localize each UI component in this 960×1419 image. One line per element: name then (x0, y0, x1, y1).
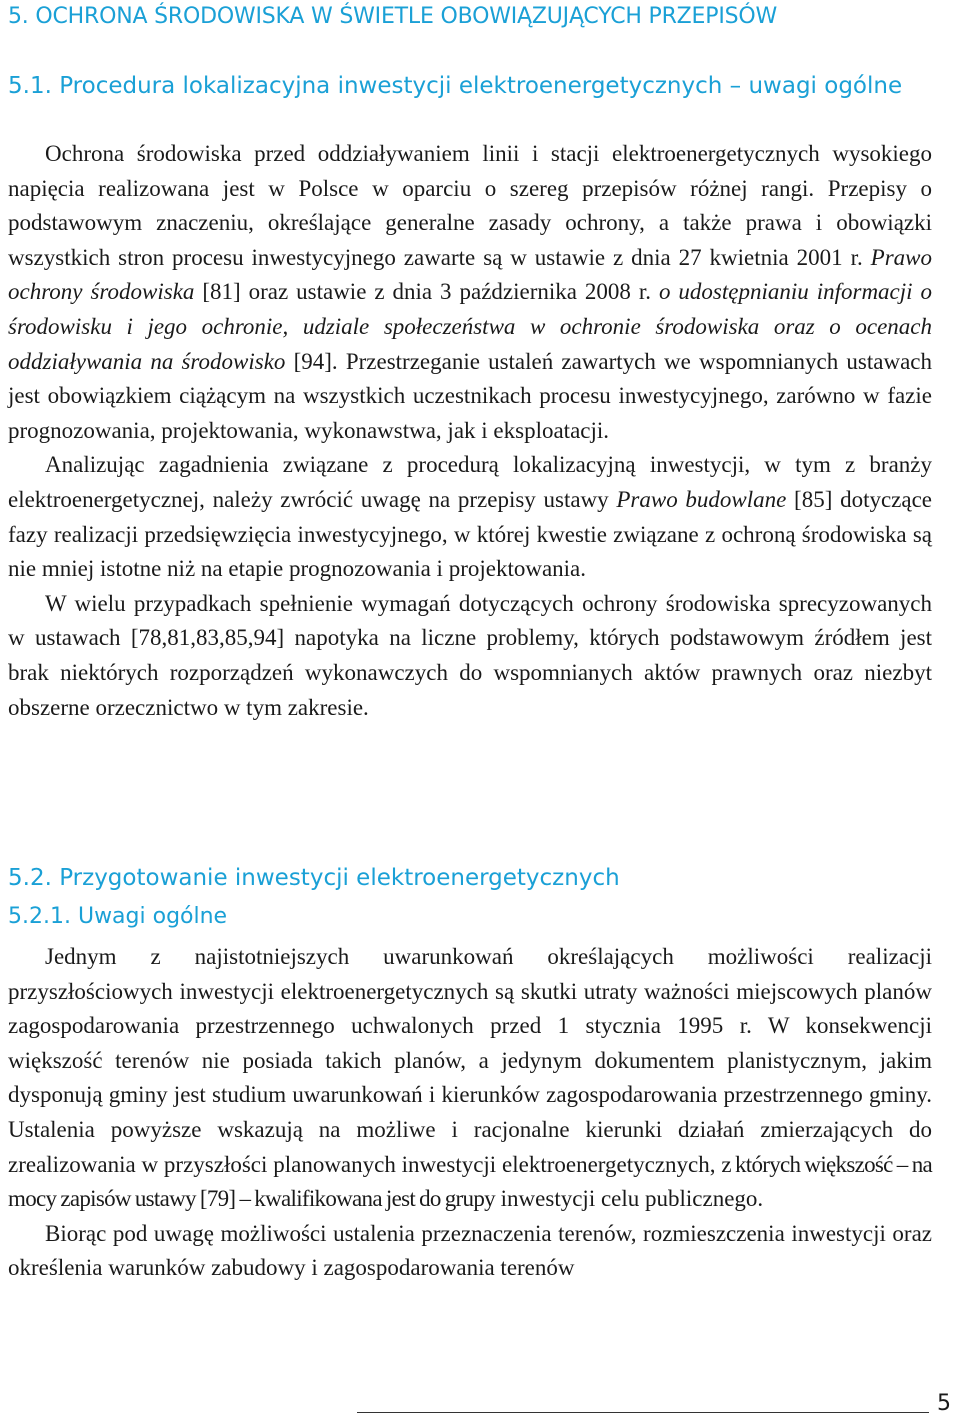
act-title: Prawo budowlane (616, 486, 787, 512)
text-run: inwestycji celu publicznego. (494, 1186, 764, 1212)
text-run: [85] dotyczące fazy realizacji przedsięwzięcia inwestycyjnego, w której kwestie związane z ochroną środowiska są nie mniej istotne niż na etapie prognozowania i projektowania. (8, 486, 933, 582)
paragraph (8, 137, 932, 448)
text-run: Analizując zagadnienia związane z procedurą lokalizacyjną inwestycji, w tym z branży elektroenergetycznej, należy zwrócić uwagę na przepisy ustawy (8, 452, 932, 512)
paragraph: W wielu przypadkach spełnienie wymagań dotyczących ochrony środowiska sprecyzowanych w ustawach [78,81,83,85,94] napotyka na liczne problemy, których podstawowym źródłem jest brak niektórych rozporządzeń wykonawczych do wspomnianych aktów prawnych oraz niezbyt obszerne orzecznictwo w tym zakresie. (8, 590, 932, 720)
chapter-title: 5. OCHRONA ŚRODOWISKA W ŚWIETLE OBOWIĄZUJĄCYCH PRZEPISÓW (8, 4, 778, 29)
text-run: [94]. Przestrzeganie ustaleń zawartych we wspomnianych ustawach jest obowiązkiem ciążącym na wszystkich uczestnikach procesu inwestycyjnego, zarówno w fazie prognozowania, projektowania, wykonawstwa, jak i eksploatacji. (8, 348, 932, 443)
section-5-1-body (8, 137, 932, 725)
section-heading-5-2: 5.2. Przygotowanie inwestycji elektroenergetycznych (8, 865, 620, 891)
section-heading-5-1: 5.1. Procedura lokalizacyjna inwestycji elektroenergetycznych – uwagi ogólne (8, 73, 903, 99)
section-5-2-1-body (8, 940, 932, 1286)
section-heading-5-2-1: 5.2.1. Uwagi ogólne (8, 904, 228, 929)
act-title: o udostępnianiu informacji o środowisku i jego ochronie, udziale społeczeństwa w ochronie środowiska oraz o ocenach oddziaływania na środowisko (8, 279, 932, 374)
text-run: z których większość – na mocy zapisów ustawy [79] – kwalifikowana jest do grupy (8, 1151, 932, 1212)
paragraph: Biorąc pod uwagę możliwości ustalenia przeznaczenia terenów, rozmieszczenia inwestycji oraz określenia warunków zabudowy i zagospodarowania terenów (8, 1220, 932, 1281)
paragraph (8, 940, 932, 1217)
text-run: [81] oraz ustawie z dnia 3 października 2008 r. (194, 279, 659, 305)
text-run: Ochrona środowiska przed oddziaływaniem linii i stacji elektroenergetycznych wysokiego napięcia realizowana jest w Polsce w oparciu o szereg przepisów różnej rangi. Przepisy o podstawowym znaczeniu, określające generalne zasady ochrony, a także prawa i obowiązki wszystkich stron procesu inwestycyjnego zawarte są w ustawie z dnia 27 kwietnia 2001 r. (8, 141, 932, 270)
paragraph (8, 448, 932, 586)
act-title: Prawo ochrony środowiska (8, 244, 932, 305)
footer-rule (357, 1412, 929, 1413)
page-number: 5 (937, 1391, 951, 1416)
text-run: Jednym z najistotniejszych uwarunkowań określających możliwości realizacji przyszłościowych inwestycji elektroenergetycznych są skutki utraty ważności miejscowych planów zagospodarowania przestrzennego uchwalonych przed 1 stycznia 1995 r. W konsekwencji większość terenów nie posiada takich planów, a jedynym dokumentem planistycznym, jakim dysponują gminy jest studium uwarunkowań i kierunków zagospodarowania przestrzennego gminy. Ustalenia powyższe wskazują na możliwe i racjonalne kierunki działań zmierzających do zrealizowania w przyszłości planowanych inwestycji elektroenergetycznych, (8, 944, 932, 1177)
